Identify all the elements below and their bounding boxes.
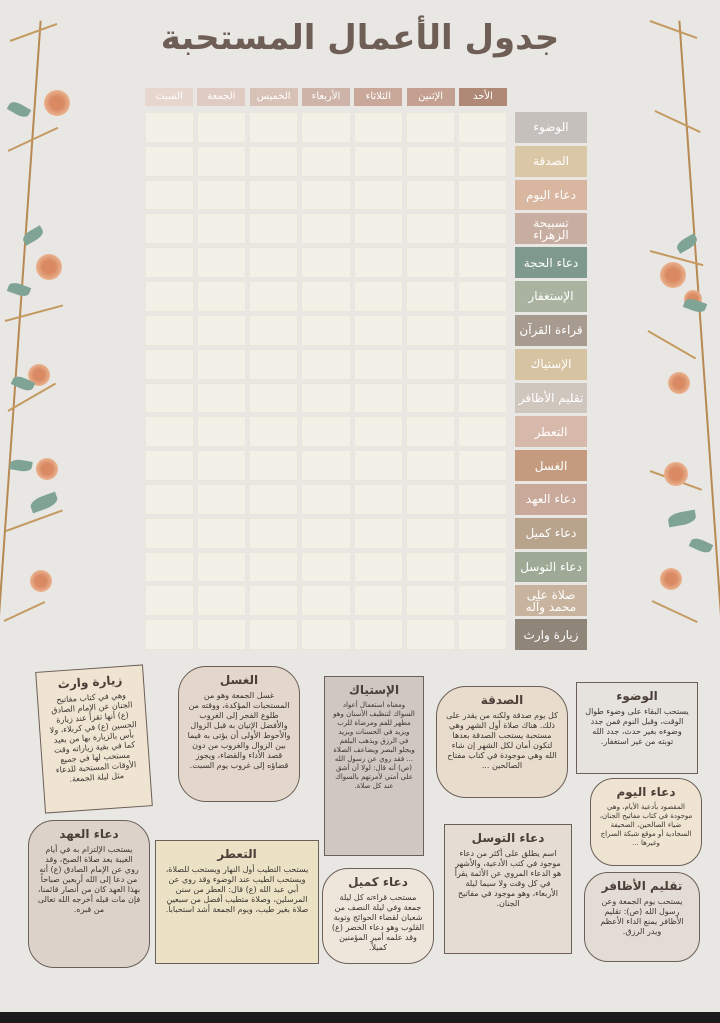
tracker-cell[interactable] — [197, 146, 246, 177]
tracker-cell[interactable] — [458, 315, 507, 346]
tracker-cell[interactable] — [301, 349, 350, 380]
deed-label: صلاة على محمد وآله — [515, 585, 587, 616]
leaf-icon — [683, 297, 707, 315]
tracker-cell[interactable] — [249, 247, 298, 278]
note-body: اسم يطلق على أكثر من دعاء موجود في كتب الأدعية، والأشهر هو الدعاء المروي عن الأئمة يقرأ في كل وقت ولا سيما ليلة الأربعاء، وهو موجود في مفاتيح الجنان. — [454, 849, 562, 908]
tracker-cell[interactable] — [145, 349, 194, 380]
note-body: مستحب قراءته كل ليلة جمعة وفي ليلة النصف من شعبان لقضاء الحوائج وتوبة القلوب وهو دعاء الخضر (ع) وقد علمه أمير المؤمنين كميلاً. — [331, 893, 425, 952]
tracker-cell[interactable] — [145, 315, 194, 346]
tracker-cell[interactable] — [145, 619, 194, 650]
tracker-cell[interactable] — [458, 112, 507, 143]
tracker-cell[interactable] — [145, 247, 194, 278]
tracker-cell[interactable] — [145, 585, 194, 616]
tracker-cell[interactable] — [197, 112, 246, 143]
flower-icon — [668, 372, 690, 394]
note-body: يستحب الإلتزام به في أيام الغيبة بعد صلاة الصبح، وقد روي عن الإمام الصادق (ع) أنه من دعا إلى الله أربعين صباحاً بهذا العهد كان من أنصار قائمنا، فإن مات قبله أخرجه الله تعالى من قبره. — [37, 845, 141, 914]
note-body: يستحب البقاء على وضوء طوال الوقت، وقبل النوم فمن جدد وضوءه بغير حدث، جدد الله توبته من غير استغفار. — [585, 707, 689, 746]
tracker-cell[interactable] — [406, 146, 455, 177]
note-title: دعاء العهد — [59, 827, 119, 841]
tracker-cell[interactable] — [249, 552, 298, 583]
tracker-cell[interactable] — [301, 416, 350, 447]
note-title: الصدقة — [480, 693, 524, 707]
deed-label: دعاء التوسل — [515, 552, 587, 583]
tracker-cell[interactable] — [406, 383, 455, 414]
note-body: كل يوم صدقة ولكنه من يقدر على ذلك. هناك صلاة أول الشهر وهي مستحبة يستحب الصدقة بعدها لتكون أمان لكل الشهر إن شاء الله وهي موجودة في كتاب مفتاح الصالحين ... — [446, 711, 558, 770]
flower-icon — [36, 458, 58, 480]
flower-icon — [36, 254, 62, 280]
tracker-cell[interactable] — [301, 112, 350, 143]
tracker-cell[interactable] — [249, 281, 298, 312]
tracker-cell[interactable] — [301, 180, 350, 211]
tracker-cell[interactable] — [458, 518, 507, 549]
tracker-cell[interactable] — [197, 281, 246, 312]
tracker-cell[interactable] — [354, 247, 403, 278]
bottom-bar — [0, 1012, 720, 1023]
deed-label: دعاء العهد — [515, 484, 587, 515]
tracker-cell[interactable] — [197, 349, 246, 380]
tracker-cell[interactable] — [249, 180, 298, 211]
tracker-cell[interactable] — [197, 484, 246, 515]
note-body: يستحب التطيب أول النهار ويستحب للصلاة، ويستحب الطيب عند الوضوء وقد روي عن أبي عبد الله (ع) قال: العطر من سنن المرسلين، وصلاة متطيب أفضل من سبعين صلاة بغير طيب، ويوم الجمعة أشد استحباباً. — [165, 865, 309, 914]
tracker-cell[interactable] — [197, 450, 246, 481]
note-sadaqa — [436, 686, 568, 798]
tracker-cell[interactable] — [301, 450, 350, 481]
tracker-cell[interactable] — [458, 383, 507, 414]
day-header: السبت — [145, 88, 193, 106]
tracker-cell[interactable] — [458, 247, 507, 278]
tracker-cell[interactable] — [406, 349, 455, 380]
leaf-icon — [7, 99, 32, 120]
tracker-cell[interactable] — [301, 383, 350, 414]
tracker-cell[interactable] — [301, 518, 350, 549]
flower-icon — [30, 570, 52, 592]
tracker-cell[interactable] — [197, 552, 246, 583]
note-ghusl — [178, 666, 300, 802]
tracker-cell[interactable] — [354, 416, 403, 447]
tracker-cell[interactable] — [145, 213, 194, 244]
day-header: الثلاثاء — [354, 88, 402, 106]
leaf-icon — [7, 281, 31, 299]
note-dua-ahd — [28, 820, 150, 968]
deed-label: دعاء اليوم — [515, 180, 587, 211]
deed-label: تقليم الأظافر — [515, 383, 587, 414]
tracker-cell[interactable] — [458, 450, 507, 481]
day-header: الإثنين — [407, 88, 455, 106]
tracker-cell[interactable] — [354, 146, 403, 177]
tracker-cell[interactable] — [406, 518, 455, 549]
tracker-cell[interactable] — [249, 450, 298, 481]
note-taqlim — [584, 872, 700, 962]
tracker-cell[interactable] — [406, 281, 455, 312]
tracker-cell[interactable] — [301, 484, 350, 515]
tracker-cell[interactable] — [145, 484, 194, 515]
tracker-cell[interactable] — [354, 450, 403, 481]
tracker-cell[interactable] — [301, 619, 350, 650]
note-body: غسل الجمعة وهو من المستحبات المؤكدة، ووقته من طلوع الفجر إلى الغروب والأفضل الإتيان به قبل الزوال والأحوط الأولى أن يؤتى به فيما بين الزوال والغروب من دون قصد الأداء والقضاء، ويجوز قضاؤه إلى غروب يوم السبت. — [187, 691, 291, 770]
tracker-cell[interactable] — [458, 585, 507, 616]
tracker-cell[interactable] — [301, 315, 350, 346]
note-dua-tawassul — [444, 824, 572, 954]
note-title: الإستياك — [348, 683, 400, 697]
tracker-cell[interactable] — [249, 213, 298, 244]
tracker-cell[interactable] — [249, 518, 298, 549]
tracker-cell[interactable] — [249, 349, 298, 380]
tracker-cell[interactable] — [354, 213, 403, 244]
page-title: جدول الأعمال المستحبة — [160, 18, 560, 58]
tracker-cell[interactable] — [249, 315, 298, 346]
tracker-cell[interactable] — [145, 383, 194, 414]
deed-label: التعطر — [515, 416, 587, 447]
tracker-cell[interactable] — [458, 281, 507, 312]
tracker-cell[interactable] — [406, 484, 455, 515]
day-header: الخميس — [250, 88, 298, 106]
tracker-cell[interactable] — [249, 585, 298, 616]
tracker-cell[interactable] — [145, 450, 194, 481]
note-body: وهي في كتاب مفاتيح الجنان عن الإمام الصادق (ع) أنها تقرأ عند زيارة الحسين (ع) في كربلاء، ولا بأس بالزيارة بها من بعيد كما في بقية زياراته وقت مستحب لها في جميع الأوقات المستحبة للدعاء مثل ليلة الجمعة. — [49, 690, 137, 784]
tracker-cell[interactable] — [249, 112, 298, 143]
note-ziyara-warith — [35, 664, 153, 813]
tracker-cell[interactable] — [301, 247, 350, 278]
deed-label: قراءة القرآن — [515, 315, 587, 346]
tracker-cell[interactable] — [145, 518, 194, 549]
tracker-cell[interactable] — [354, 281, 403, 312]
tracker-cell[interactable] — [354, 484, 403, 515]
tracker-cell[interactable] — [301, 552, 350, 583]
tracker-cell[interactable] — [354, 518, 403, 549]
leaf-icon — [9, 458, 33, 473]
leaf-icon — [689, 536, 714, 555]
tracker-cell[interactable] — [197, 213, 246, 244]
tracker-cell[interactable] — [249, 383, 298, 414]
tracker-cell[interactable] — [354, 619, 403, 650]
deed-label: زيارة وارث — [515, 619, 587, 650]
tracker-cell[interactable] — [458, 484, 507, 515]
note-title: الوضوء — [616, 689, 658, 703]
tracker-cell[interactable] — [197, 619, 246, 650]
tracker-cell[interactable] — [249, 146, 298, 177]
tracker-cell[interactable] — [406, 552, 455, 583]
note-title: زيارة وارث — [57, 672, 123, 692]
tracker-cell[interactable] — [197, 247, 246, 278]
note-title: دعاء اليوم — [616, 785, 676, 799]
tracker-cell[interactable] — [301, 281, 350, 312]
tracker-cell[interactable] — [145, 552, 194, 583]
tracker-cell[interactable] — [145, 180, 194, 211]
tracker-cell[interactable] — [406, 180, 455, 211]
note-taatur — [155, 840, 319, 964]
tracker-cell[interactable] — [458, 619, 507, 650]
tracker-cell[interactable] — [458, 349, 507, 380]
note-dua-yawm — [590, 778, 702, 866]
tracker-cell[interactable] — [354, 585, 403, 616]
tracker-cell[interactable] — [145, 416, 194, 447]
tracker-cell[interactable] — [249, 484, 298, 515]
deed-label: الإستياك — [515, 349, 587, 380]
tracker-cell[interactable] — [301, 146, 350, 177]
deed-label: الصدقة — [515, 146, 587, 177]
tracker-cell[interactable] — [406, 112, 455, 143]
tracker-cell[interactable] — [145, 281, 194, 312]
tracker-cell[interactable] — [458, 416, 507, 447]
tracker-cell[interactable] — [406, 416, 455, 447]
note-title: تقليم الأظافر — [601, 879, 683, 893]
leaf-icon — [667, 510, 697, 528]
note-dua-kumayl — [322, 868, 434, 964]
note-title: دعاء التوسل — [471, 831, 545, 845]
tracker-cell[interactable] — [354, 112, 403, 143]
deed-label: الإستغفار — [515, 281, 587, 312]
tracker-cell[interactable] — [197, 180, 246, 211]
tracker-cell[interactable] — [197, 585, 246, 616]
deed-label: الغسل — [515, 450, 587, 481]
tracker-cell[interactable] — [145, 146, 194, 177]
tracker-cell[interactable] — [458, 213, 507, 244]
tracker-cell[interactable] — [249, 416, 298, 447]
tracker-cell[interactable] — [406, 585, 455, 616]
tracker-cell[interactable] — [458, 146, 507, 177]
note-title: التعطر — [217, 847, 257, 861]
tracker-cell[interactable] — [197, 416, 246, 447]
note-body: ومعناه استعمال أعواد السواك لتنظيف الأسنان وهو مطهر للفم ومرضاة للرب ويزيد في الحسنات ويزيد في الرزق ويذهب البلغم ويجلو البصر ويضاعف الصلاة ... فقد روي عن رسول الله (ص) أنه قال: لولا أن أشق على أمتي لأمرتهم بالسواك عند كل صلاة. — [333, 701, 415, 790]
day-header: الأحد — [459, 88, 507, 106]
tracker-cell[interactable] — [354, 349, 403, 380]
tracker-cell[interactable] — [406, 247, 455, 278]
tracker-cell[interactable] — [406, 450, 455, 481]
flower-icon — [664, 462, 688, 486]
leaf-icon — [29, 492, 60, 514]
tracker-cell[interactable] — [354, 180, 403, 211]
flower-icon — [660, 568, 682, 590]
note-wudu — [576, 682, 698, 774]
note-istiyak — [324, 676, 424, 856]
note-title: الغسل — [219, 673, 259, 687]
tracker-cell[interactable] — [354, 315, 403, 346]
day-header-row — [145, 88, 507, 106]
tracker-grid — [145, 112, 507, 650]
flower-icon — [44, 90, 70, 116]
tracker-cell[interactable] — [406, 315, 455, 346]
tracker-cell[interactable] — [406, 213, 455, 244]
tracker-cell[interactable] — [249, 619, 298, 650]
tracker-cell[interactable] — [197, 383, 246, 414]
deed-label: دعاء الحجة — [515, 247, 587, 278]
note-body: يستحب يوم الجمعة وعن رسول الله (ص): تقليم الأظافر يمنع الداء الأعظم ويدر الرزق. — [600, 897, 684, 936]
deed-label: الوضوء — [515, 112, 587, 143]
tracker-cell[interactable] — [458, 552, 507, 583]
day-header: الأربعاء — [302, 88, 350, 106]
tracker-cell[interactable] — [301, 585, 350, 616]
day-header: الجمعة — [197, 88, 245, 106]
note-title: دعاء كميل — [348, 875, 408, 889]
tracker-cell[interactable] — [145, 112, 194, 143]
flower-icon — [660, 262, 686, 288]
deed-label-column — [515, 112, 587, 650]
note-body: المقصود بأدعية الأيام، وهي موجودة في كتاب مفاتيح الجنان، ضياء الصالحين، الصحيفة السجادية أو موقع شبكة السراج وغيرها ... — [599, 803, 693, 847]
tracker-cell[interactable] — [354, 383, 403, 414]
tracker-cell[interactable] — [458, 180, 507, 211]
tracker-cell[interactable] — [354, 552, 403, 583]
deed-label: تسبيحة الزهراء — [515, 213, 587, 244]
tracker-cell[interactable] — [406, 619, 455, 650]
tracker-cell[interactable] — [197, 518, 246, 549]
tracker-cell[interactable] — [301, 213, 350, 244]
deed-label: دعاء كميل — [515, 518, 587, 549]
tracker-cell[interactable] — [197, 315, 246, 346]
